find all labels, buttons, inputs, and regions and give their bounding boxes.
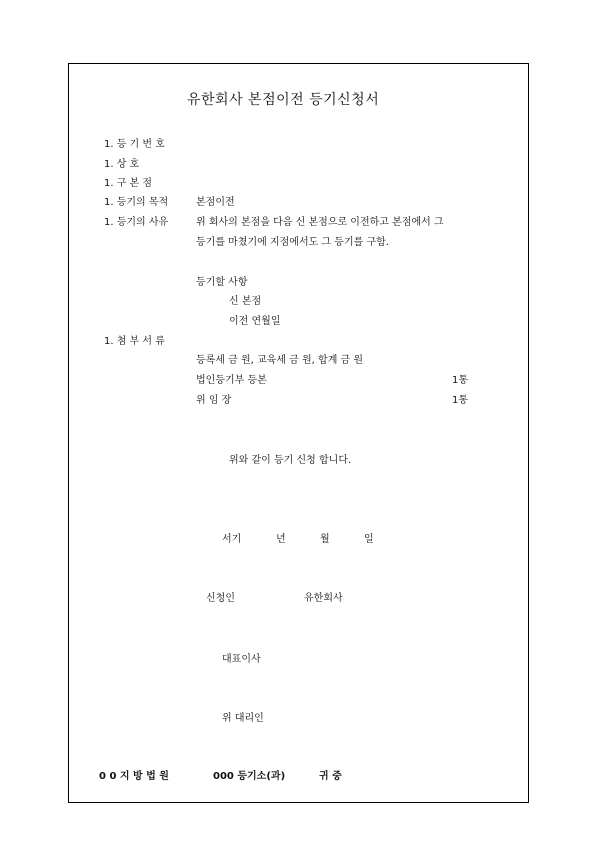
reg-number-label: 1. 등 기 번 호 [104,139,165,150]
attachment-item-1: 법인등기부 등본 [196,375,267,386]
date-year: 년 [276,534,286,545]
old-office-label: 1. 구 본 점 [104,178,153,189]
new-office-label: 신 본점 [229,296,262,307]
agent-label: 위 대리인 [222,713,264,724]
registry-office: 000 등기소(과) [213,771,286,782]
trade-name-label: 1. 상 호 [104,159,140,170]
honorific: 귀 중 [319,771,342,782]
applicant-company: 유한회사 [304,593,343,604]
document-title: 유한회사 본점이전 등기신청서 [187,92,380,108]
statement: 위와 같이 등기 신청 합니다. [229,455,352,466]
attachments-label: 1. 첨 부 서 류 [104,336,165,347]
date-month: 월 [320,534,330,545]
attachment-item-1-count: 1통 [452,375,469,386]
reason-line-2: 등기를 마쳤기에 지점에서도 그 등기를 구함. [196,237,389,248]
reason-label: 1. 등기의 사유 [104,217,169,228]
transfer-date-label: 이전 연월일 [229,316,281,327]
attachment-item-2: 위 임 장 [196,395,232,406]
applicant-label: 신청인 [206,593,235,604]
tax-line: 등록세 금 원, 교육세 금 원, 합계 금 원 [196,355,364,366]
purpose-value: 본점이전 [196,197,235,208]
document-frame [68,63,529,803]
representative-label: 대표이사 [222,654,261,665]
matters-heading: 등기할 사항 [196,277,248,288]
court-name: 0 0 지 방 법 원 [99,771,169,782]
date-day: 일 [364,534,374,545]
date-prefix: 서기 [222,534,242,545]
reason-line-1: 위 회사의 본점을 다음 신 본점으로 이전하고 본점에서 그 [196,217,444,228]
purpose-label: 1. 등기의 목적 [104,197,169,208]
attachment-item-2-count: 1통 [452,395,469,406]
